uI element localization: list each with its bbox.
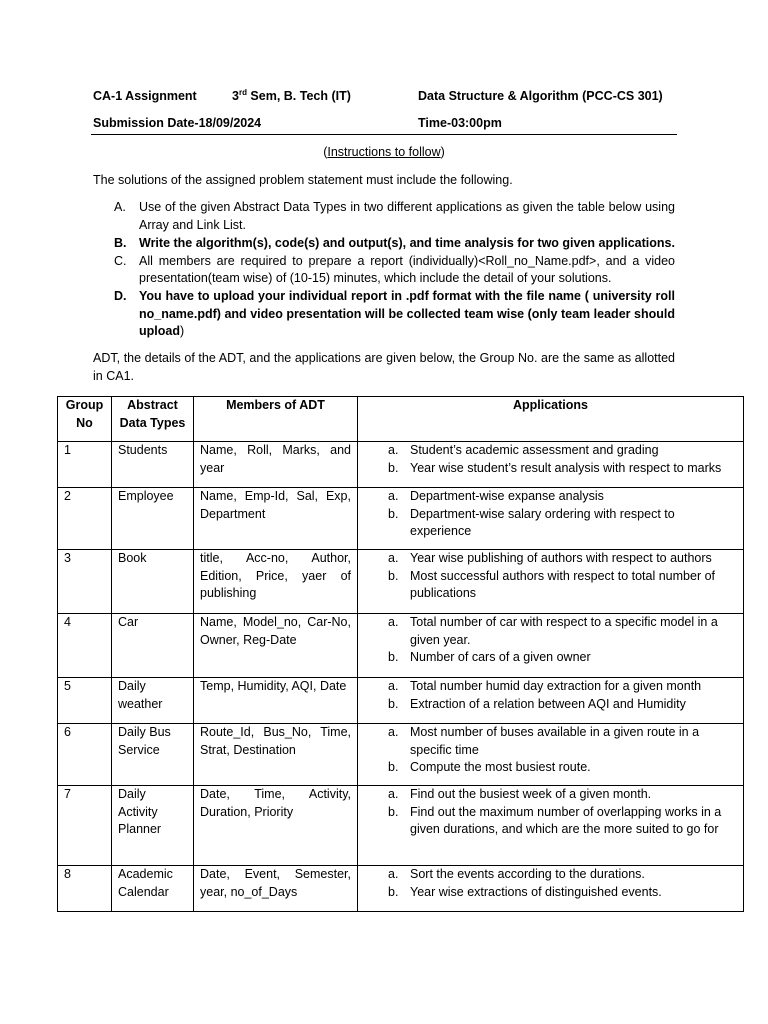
- application-marker: a.: [388, 787, 399, 801]
- instruction-marker: B.: [114, 235, 127, 250]
- cell-members: Temp, Humidity, AQI, Date: [194, 678, 358, 724]
- application-item: [364, 866, 737, 884]
- instruction-item: [114, 235, 675, 253]
- table-row: [58, 442, 744, 488]
- application-item: [364, 786, 737, 804]
- cell-members: title, Acc-no, Author, Edition, Price, yaer of publishing: [194, 550, 358, 614]
- cell-members: Name, Model_no, Car-No, Owner, Reg-Date: [194, 614, 358, 678]
- table-row: [58, 614, 744, 678]
- application-item: [364, 759, 737, 777]
- adt-table: [57, 396, 744, 912]
- header-adt: Abstract Data Types: [112, 397, 194, 442]
- instruction-marker: C.: [114, 253, 127, 268]
- application-text: Find out the busiest week of a given month.: [410, 787, 652, 801]
- cell-applications: [358, 724, 744, 786]
- instruction-list: [114, 199, 675, 341]
- application-marker: b.: [388, 696, 399, 711]
- application-text: Compute the most busiest route.: [410, 760, 591, 774]
- cell-applications: [358, 866, 744, 912]
- cell-adt: Car: [112, 614, 194, 678]
- cell-group-no: 3: [58, 550, 112, 614]
- instruction-text: You have to upload your individual report in .pdf format with the file name ( university roll no_name.pdf) and video presentation will be collected team wise (only team leader should upload: [139, 289, 675, 338]
- application-marker: a.: [388, 679, 399, 693]
- application-text: Year wise extractions of distinguished events.: [410, 884, 662, 899]
- cell-members: Name, Emp-Id, Sal, Exp, Department: [194, 488, 358, 550]
- application-item: [364, 649, 737, 667]
- application-text: Find out the maximum number of overlapping works in a given durations, and which are the more suited to go for: [410, 804, 722, 836]
- application-item: [364, 724, 737, 759]
- cell-adt: Students: [112, 442, 194, 488]
- application-marker: a.: [388, 443, 399, 457]
- cell-adt: Daily weather: [112, 678, 194, 724]
- application-item: [364, 488, 737, 506]
- application-text: Department-wise expanse analysis: [410, 489, 604, 503]
- table-row: [58, 724, 744, 786]
- instruction-marker: A.: [114, 200, 126, 214]
- cell-applications: [358, 442, 744, 488]
- application-marker: a.: [388, 867, 399, 881]
- application-marker: b.: [388, 650, 399, 664]
- cell-members: Route_Id, Bus_No, Time, Strat, Destination: [194, 724, 358, 786]
- adt-intro-paragraph: ADT, the details of the ADT, and the applications are given below, the Group No. are the same as allotted in CA1.: [93, 351, 675, 383]
- application-marker: b.: [388, 460, 399, 475]
- application-text: Extraction of a relation between AQI and Humidity: [410, 696, 686, 711]
- application-list: [364, 488, 737, 541]
- header-applications: Applications: [358, 397, 744, 442]
- instruction-text: Write the algorithm(s), code(s) and output(s), and time analysis for two given applications.: [139, 235, 675, 250]
- header-members: Members of ADT: [194, 397, 358, 442]
- application-text: Student’s academic assessment and grading: [410, 443, 659, 457]
- cell-group-no: 6: [58, 724, 112, 786]
- instruction-text: Use of the given Abstract Data Types in two different applications as given the table below using Array and Link List.: [139, 200, 675, 232]
- cell-members: Date, Event, Semester, year, no_of_Days: [194, 866, 358, 912]
- application-marker: b.: [388, 506, 399, 521]
- application-item: [364, 678, 737, 696]
- header-divider: [91, 134, 677, 135]
- cell-applications: [358, 786, 744, 866]
- intro-paragraph: The solutions of the assigned problem statement must include the following.: [93, 173, 513, 187]
- table-header-row: [58, 397, 744, 442]
- instruction-item: [114, 288, 675, 341]
- course-title: Data Structure & Algorithm (PCC-CS 301): [418, 89, 663, 103]
- cell-adt: Book: [112, 550, 194, 614]
- application-list: [364, 866, 737, 901]
- application-text: Most number of buses available in a given route in a specific time: [410, 725, 700, 757]
- application-text: Sort the events according to the durations.: [410, 867, 645, 881]
- cell-adt: Daily Bus Service: [112, 724, 194, 786]
- cell-adt: Employee: [112, 488, 194, 550]
- application-list: [364, 442, 737, 477]
- instruction-tail: ): [179, 324, 185, 338]
- cell-adt: Daily Activity Planner: [112, 786, 194, 866]
- cell-group-no: 1: [58, 442, 112, 488]
- table-row: [58, 866, 744, 912]
- instruction-marker: D.: [114, 289, 127, 303]
- application-list: [364, 614, 737, 667]
- application-text: Department-wise salary ordering with respect to experience: [410, 506, 675, 538]
- table-row: [58, 786, 744, 866]
- submission-date: Submission Date-18/09/2024: [93, 116, 262, 130]
- instruction-item: [114, 253, 675, 288]
- application-text: Number of cars of a given owner: [410, 650, 591, 664]
- cell-applications: [358, 488, 744, 550]
- cell-group-no: 2: [58, 488, 112, 550]
- cell-applications: [358, 678, 744, 724]
- application-text: Year wise publishing of authors with respect to authors: [410, 551, 712, 565]
- application-item: [364, 696, 737, 714]
- cell-group-no: 5: [58, 678, 112, 724]
- cell-group-no: 8: [58, 866, 112, 912]
- application-list: [364, 724, 737, 777]
- cell-group-no: 7: [58, 786, 112, 866]
- application-marker: b.: [388, 804, 399, 819]
- application-item: [364, 568, 737, 603]
- application-marker: b.: [388, 884, 399, 899]
- assignment-title: CA-1 Assignment: [93, 89, 197, 103]
- cell-applications: [358, 550, 744, 614]
- table-row: [58, 488, 744, 550]
- cell-members: Date, Time, Activity, Duration, Priority: [194, 786, 358, 866]
- application-marker: a.: [388, 489, 399, 503]
- application-item: [364, 614, 737, 649]
- application-text: Year wise student’s result analysis with respect to marks: [410, 460, 722, 475]
- application-item: [364, 884, 737, 902]
- cell-adt: Academic Calendar: [112, 866, 194, 912]
- cell-members: Name, Roll, Marks, and year: [194, 442, 358, 488]
- cell-applications: [358, 614, 744, 678]
- application-list: [364, 678, 737, 713]
- table-row: [58, 550, 744, 614]
- instruction-text: All members are required to prepare a report (individually)<Roll_no_Name.pdf>, and a video presentation(team wise) of (10-15) minutes, which include the detail of your solutions.: [139, 253, 675, 285]
- application-list: [364, 550, 737, 603]
- application-marker: b.: [388, 568, 399, 583]
- instruction-item: [114, 199, 675, 234]
- application-item: [364, 804, 737, 839]
- table-row: [58, 678, 744, 724]
- application-text: Total number humid day extraction for a given month: [410, 679, 702, 693]
- instructions-heading: (Instructions to follow): [323, 145, 445, 159]
- application-item: [364, 442, 737, 460]
- cell-group-no: 4: [58, 614, 112, 678]
- submission-time: Time-03:00pm: [418, 116, 502, 130]
- header-group-no: Group No: [58, 397, 112, 442]
- application-text: Total number of car with respect to a specific model in a given year.: [410, 615, 718, 647]
- application-marker: a.: [388, 725, 399, 739]
- semester-label: 3rd Sem, B. Tech (IT): [232, 87, 351, 103]
- application-item: [364, 506, 737, 541]
- application-marker: b.: [388, 760, 399, 774]
- application-item: [364, 550, 737, 568]
- application-text: Most successful authors with respect to total number of publications: [410, 568, 715, 600]
- application-item: [364, 460, 737, 478]
- application-marker: a.: [388, 551, 399, 565]
- application-list: [364, 786, 737, 839]
- application-marker: a.: [388, 615, 399, 629]
